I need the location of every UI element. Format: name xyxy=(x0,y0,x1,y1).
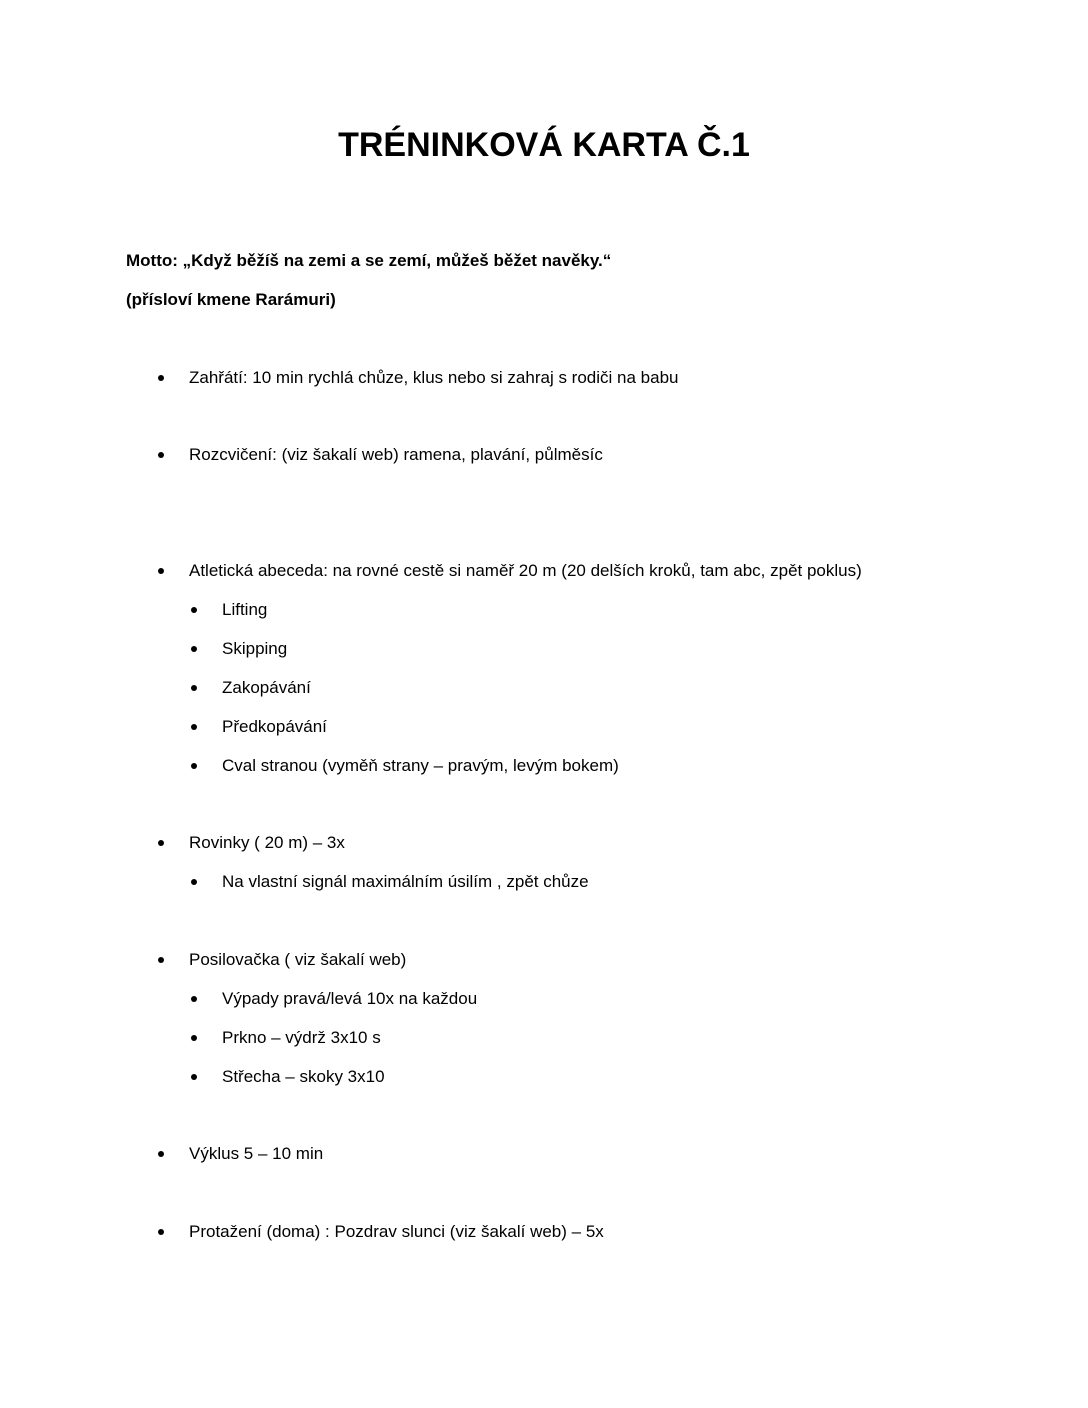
list-item-text: Cval stranou (vyměň strany – pravým, levým bokem) xyxy=(222,756,619,775)
bullet-icon xyxy=(158,840,164,846)
list-item-text: Lifting xyxy=(222,600,268,619)
list-item-text: Prkno – výdrž 3x10 s xyxy=(222,1028,381,1047)
list-item-cooldown xyxy=(189,1143,323,1165)
sub-list-item xyxy=(222,677,311,699)
list-item-text: Střecha – skoky 3x10 xyxy=(222,1067,385,1086)
bullet-icon xyxy=(158,1229,164,1235)
sub-list-item xyxy=(222,1027,381,1049)
bullet-icon xyxy=(191,646,197,652)
sub-list-item xyxy=(222,638,287,660)
bullet-icon xyxy=(191,685,197,691)
list-item-text: Na vlastní signál maximálním úsilím , zpět chůze xyxy=(222,872,589,891)
list-item-text: Zahřátí: 10 min rychlá chůze, klus nebo si zahraj s rodiči na babu xyxy=(189,368,679,387)
list-item-text: Protažení (doma) : Pozdrav slunci (viz šakalí web) – 5x xyxy=(189,1222,604,1241)
list-item-text: Posilovačka ( viz šakalí web) xyxy=(189,950,407,969)
sub-list-item xyxy=(222,988,477,1010)
sub-list-item xyxy=(222,716,327,738)
list-item-text: Výklus 5 – 10 min xyxy=(189,1144,324,1163)
bullet-icon xyxy=(158,452,164,458)
sub-list-item xyxy=(222,871,589,893)
sub-list-item xyxy=(222,755,619,777)
bullet-icon xyxy=(191,607,197,613)
list-item-stretching xyxy=(189,1221,604,1243)
bullet-icon xyxy=(158,375,164,381)
list-item-text: Předkopávání xyxy=(222,717,327,736)
bullet-icon xyxy=(191,763,197,769)
bullet-icon xyxy=(191,1035,197,1041)
list-item-warmup xyxy=(189,367,678,389)
list-item-text: Rozcvičení: (viz šakalí web) ramena, plavání, půlměsíc xyxy=(189,445,603,464)
bullet-icon xyxy=(191,1074,197,1080)
document-title: TRÉNINKOVÁ KARTA Č.1 xyxy=(338,126,750,164)
bullet-icon xyxy=(191,879,197,885)
list-item-text: Rovinky ( 20 m) – 3x xyxy=(189,833,345,852)
bullet-icon xyxy=(158,957,164,963)
bullet-icon xyxy=(191,724,197,730)
list-item-text: Zakopávání xyxy=(222,678,311,697)
list-item-text: Skipping xyxy=(222,639,288,658)
list-item-sprints xyxy=(189,832,345,854)
sub-list-item xyxy=(222,599,267,621)
motto-source: (přísloví kmene Rarámuri) xyxy=(126,290,336,309)
list-item-strength xyxy=(189,949,406,971)
bullet-icon xyxy=(158,568,164,574)
bullet-icon xyxy=(191,996,197,1002)
list-item-athletic-alphabet xyxy=(189,560,862,582)
motto: Motto: „Když běžíš na zemi a se zemí, můžeš běžet navěky.“ xyxy=(126,251,612,270)
list-item-text: Atletická abeceda: na rovné cestě si naměř 20 m (20 delších kroků, tam abc, zpět poklus) xyxy=(189,561,862,580)
sub-list-item xyxy=(222,1066,385,1088)
list-item-text: Výpady pravá/levá 10x na každou xyxy=(222,989,478,1008)
bullet-icon xyxy=(158,1151,164,1157)
list-item-stretch-warmup xyxy=(189,444,603,466)
